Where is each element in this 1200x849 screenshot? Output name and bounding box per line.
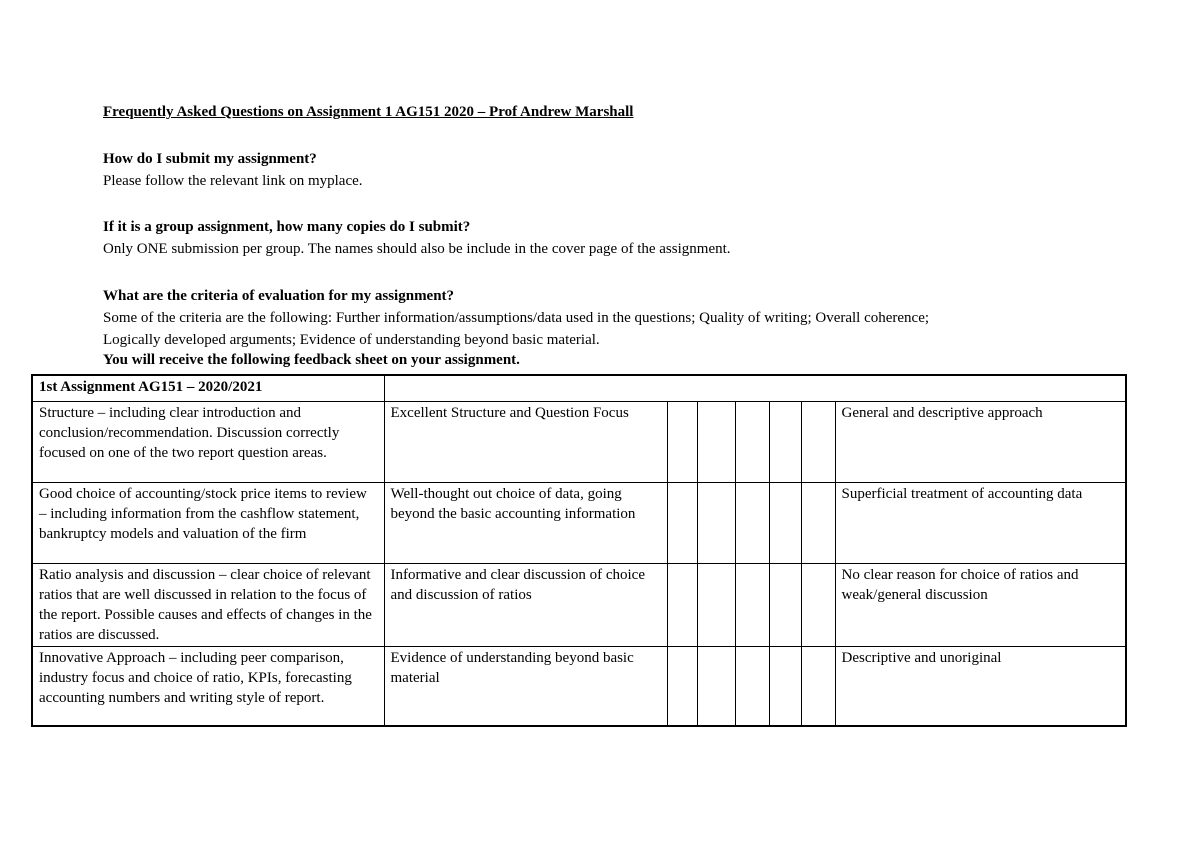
grade-box[interactable] xyxy=(769,483,801,564)
faq-answer: Please follow the relevant link on myplace. xyxy=(103,173,363,189)
criterion-cell: Ratio analysis and discussion – clear choice of relevant ratios that are well discussed in relation to the focus of the report. Possible causes and effects of changes in the ratios are discussed. xyxy=(32,564,384,647)
grade-box[interactable] xyxy=(801,647,835,727)
grade-box[interactable] xyxy=(667,402,697,483)
faq-answer: Some of the criteria are the following: Further information/assumptions/data used in the questions; Quality of writing; Overall coherence; xyxy=(103,310,930,326)
faq-question: How do I submit my assignment? xyxy=(103,151,317,167)
grade-box[interactable] xyxy=(801,402,835,483)
grade-box[interactable] xyxy=(801,564,835,647)
faq-item xyxy=(103,148,363,192)
grade-box[interactable] xyxy=(735,564,769,647)
feedback-table xyxy=(31,374,1127,727)
table-header-blank xyxy=(384,375,1126,402)
criterion-cell: Good choice of accounting/stock price items to review – including information from the cashflow statement, bankruptcy models and valuation of the firm xyxy=(32,483,384,564)
table-row xyxy=(32,402,1126,483)
high-descriptor-cell: Excellent Structure and Question Focus xyxy=(384,402,667,483)
low-descriptor-cell: Descriptive and unoriginal xyxy=(835,647,1126,727)
table-header: 1st Assignment AG151 – 2020/2021 xyxy=(32,375,384,402)
table-row xyxy=(32,564,1126,647)
criterion-cell: Innovative Approach – including peer comparison, industry focus and choice of ratio, KPIs, forecasting accounting numbers and writing style of report. xyxy=(32,647,384,727)
high-descriptor-cell: Evidence of understanding beyond basic material xyxy=(384,647,667,727)
table-row xyxy=(32,647,1126,727)
criterion-cell: Structure – including clear introduction and conclusion/recommendation. Discussion correctly focused on one of the two report question areas. xyxy=(32,402,384,483)
low-descriptor-cell: General and descriptive approach xyxy=(835,402,1126,483)
faq-answer: Only ONE submission per group. The names should also be include in the cover page of the assignment. xyxy=(103,241,731,257)
grade-box[interactable] xyxy=(801,483,835,564)
faq-item xyxy=(103,216,731,260)
grade-box[interactable] xyxy=(735,402,769,483)
table-header-row xyxy=(32,375,1126,402)
grade-box[interactable] xyxy=(667,647,697,727)
page-title: Frequently Asked Questions on Assignment 1 AG151 2020 – Prof Andrew Marshall xyxy=(103,104,634,120)
grade-box[interactable] xyxy=(697,483,735,564)
grade-box[interactable] xyxy=(735,647,769,727)
grade-box[interactable] xyxy=(735,483,769,564)
low-descriptor-cell: Superficial treatment of accounting data xyxy=(835,483,1126,564)
grade-box[interactable] xyxy=(697,647,735,727)
grade-box[interactable] xyxy=(769,647,801,727)
high-descriptor-cell: Well-thought out choice of data, going beyond the basic accounting information xyxy=(384,483,667,564)
low-descriptor-cell: No clear reason for choice of ratios and weak/general discussion xyxy=(835,564,1126,647)
grade-box[interactable] xyxy=(769,564,801,647)
grade-box[interactable] xyxy=(697,564,735,647)
faq-question: What are the criteria of evaluation for my assignment? xyxy=(103,288,455,304)
high-descriptor-cell: Informative and clear discussion of choice and discussion of ratios xyxy=(384,564,667,647)
feedback-note: You will receive the following feedback sheet on your assignment. xyxy=(103,352,520,368)
faq-question: If it is a group assignment, how many copies do I submit? xyxy=(103,219,471,235)
grade-box[interactable] xyxy=(667,564,697,647)
faq-answer: Logically developed arguments; Evidence of understanding beyond basic material. xyxy=(103,332,600,348)
table-row xyxy=(32,483,1126,564)
grade-box[interactable] xyxy=(769,402,801,483)
faq-item xyxy=(103,285,929,351)
grade-box[interactable] xyxy=(697,402,735,483)
grade-box[interactable] xyxy=(667,483,697,564)
